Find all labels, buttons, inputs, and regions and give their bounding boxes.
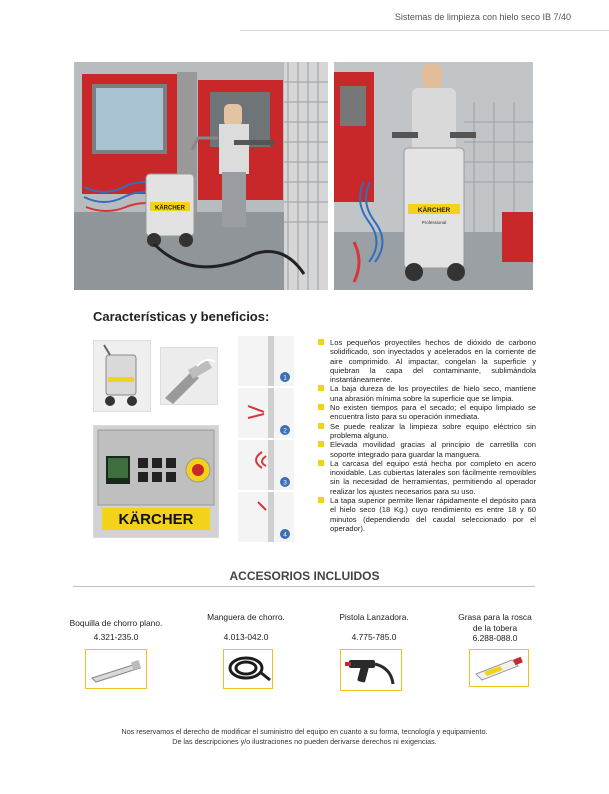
page-header-title: Sistemas de limpieza con hielo seco IB 7/40 [394,12,571,22]
photo-operator-cleaning-illustration [74,62,328,290]
yellow-square-bullet-icon [318,460,324,466]
blast-hose-image [223,649,273,689]
footer-disclaimer [0,727,609,747]
cleaning-steps-illustration [238,336,294,542]
left-photo-brand: KÄRCHER [155,205,185,212]
accessory-blast-hose [190,612,302,642]
step-number-1: 1 [283,374,287,382]
machine-side-view-illustration [94,341,150,411]
yellow-square-bullet-icon [318,404,324,410]
accessory-name: Pistola Lanzadora. [339,612,409,622]
grease-tube-icon [470,650,528,686]
footer-line-1: Nos reservamos el derecho de modificar el suministro del equipo en cuanto a su forma, tecnología y equipamiento. [121,727,488,736]
yellow-square-bullet-icon [318,497,324,503]
yellow-square-bullet-icon [318,441,324,447]
cleaning-steps-diagram [238,336,294,542]
feature-item: Elevada movilidad gracias al principio de carretilla con soporte integrado para guardar la manguera. [318,440,536,459]
control-panel-image [93,425,219,538]
accessory-flat-nozzle [55,618,177,642]
step-number-3: 3 [283,479,287,487]
step-number-2: 2 [283,427,287,435]
photo-operator-pushing-machine [334,62,533,290]
feature-item: Los pequeños proyectiles hechos de dióxido de carbono solidificado, son inyectados y acelerados en la corriente de aire comprimido. Al impactar, congelan la superficie y quiebran la capa del contaminante, sublimándola instantáneamente. [318,338,536,384]
flat-nozzle-icon [86,650,146,688]
blast-hose-icon [224,650,272,688]
accessories-divider [73,586,535,587]
feature-item: La baja dureza de los proyectiles de hielo seco, mantiene una abrasión mínima sobre la superficie que se limpia. [318,384,536,403]
accessories-title: ACCESORIOS INCLUIDOS [229,569,380,583]
blast-gun-image [340,649,402,691]
accessory-code: 4.013-042.0 [223,631,269,642]
accessory-blast-gun [318,612,430,642]
header-divider [240,30,609,31]
feature-item: No existen tiempos para el secado; el equipo limpiado se encuentra listo para su operación inmediata. [318,403,536,422]
thread-grease-image [469,649,529,687]
photo-operator-pushing-illustration [334,62,533,290]
nozzle-closeup-image [160,347,218,405]
right-photo-brand: KÄRCHER [417,207,451,214]
accessory-thread-grease [440,612,550,644]
accessory-name-line2: de la tobera [472,622,518,633]
yellow-square-bullet-icon [318,385,324,391]
accessory-code: 4.775-785.0 [351,631,397,642]
yellow-square-bullet-icon [318,339,324,345]
photo-operator-cleaning [74,62,328,290]
features-title: Características y beneficios: [93,309,270,324]
accessory-name: Manguera de chorro. [207,612,285,622]
blast-gun-icon [341,650,401,690]
nozzle-closeup-illustration [161,348,217,404]
accessory-name: Boquilla de chorro plano. [69,618,163,628]
feature-item: Se puede realizar la limpieza sobre equipo eléctrico sin problema alguno. [318,422,536,441]
accessory-code: 4.321-235.0 [93,631,139,642]
control-panel-brand: KÄRCHER [118,511,194,528]
features-list [318,338,536,533]
accessory-code: 6.288-088.0 [472,633,518,643]
feature-item: La tapa superior permite llenar rápidamente el depósito para el hielo seco (18 Kg.) cuyo rendimiento es entre 18 y 60 minutos (dependiendo del caudal seleccionado por el operador). [318,496,536,533]
accessory-name-line1: Grasa para la rosca [458,612,532,622]
control-panel-illustration [94,426,218,537]
right-photo-model: Professional [421,220,447,225]
yellow-square-bullet-icon [318,423,324,429]
step-number-4: 4 [283,531,287,539]
flat-nozzle-image [85,649,147,689]
machine-side-view-image [93,340,151,412]
footer-line-2: De las descripciones y/o ilustraciones no pueden derivarse derechos ni exigencias. [172,737,437,746]
feature-item: La carcasa del equipo está hecha por completo en acero inoxidable. Las cubiertas laterales son fácilmente removibles sin la necesidad de herramientas, permitiendo al operador realizar los ajustes necesarios para su uso. [318,459,536,496]
